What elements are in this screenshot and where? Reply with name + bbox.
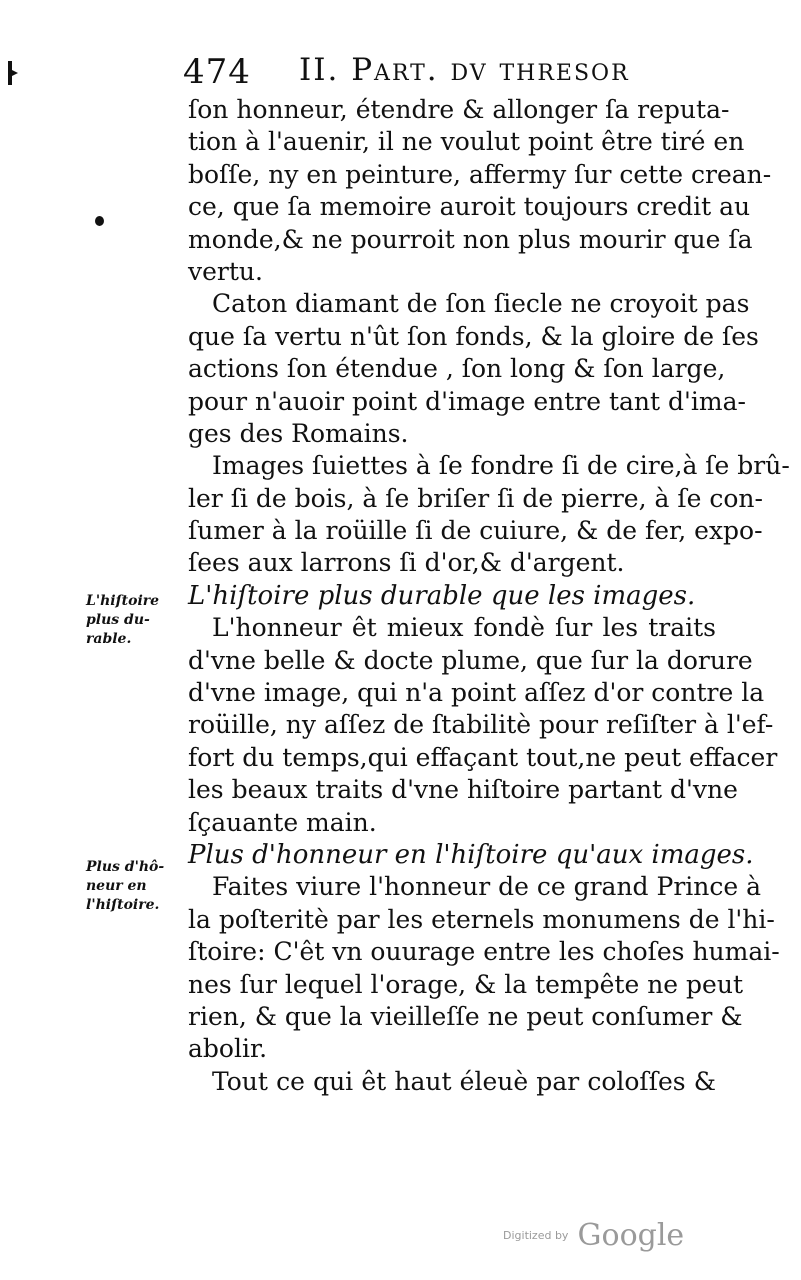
text-line: les beaux traits d'vne hiſtoire partant d'vne bbox=[188, 775, 738, 805]
text-line: la poſteritè par les eternels monumens de l'hi- bbox=[188, 904, 775, 934]
margin-note-line: rable. bbox=[86, 631, 132, 647]
text-line: boſſe, ny en peinture, affermy ſur cette crean- bbox=[188, 159, 772, 189]
text-line: fort du temps,qui effaçant tout,ne peut effacer bbox=[188, 742, 778, 772]
margin-note bbox=[86, 592, 182, 649]
text-line: Faites viure l'honneur de ce grand Prince à bbox=[212, 872, 762, 902]
text-line: ges des Romains. bbox=[188, 418, 409, 448]
text-line: ſon honneur, étendre & allonger ſa reputa- bbox=[188, 95, 730, 124]
text-line: pour n'auoir point d'image entre tant d'ima- bbox=[188, 386, 746, 416]
margin-note-line: L'hiſtoire bbox=[86, 593, 160, 609]
text-line: ſtoire: C'êt vn ouurage entre les choſes humai- bbox=[188, 937, 780, 967]
ink-dot bbox=[95, 216, 104, 226]
text-line: actions ſon étendue , ſon long & ſon large, bbox=[188, 354, 726, 384]
text-line: que ſa vertu n'ût ſon fonds, & la gloire de ſes bbox=[188, 321, 759, 351]
text-line: Caton diamant de ſon ſiecle ne croyoit pas bbox=[212, 289, 750, 319]
text-line: monde,& ne pourroit non plus mourir que ſa bbox=[188, 224, 753, 254]
text-line: Images ſuiettes à ſe fondre ſi de cire,à ſe brû- bbox=[212, 451, 790, 481]
text-line: ſumer à la roüille ſi de cuiure, & de fer, expo- bbox=[188, 516, 763, 546]
text-line: abolir. bbox=[188, 1034, 268, 1064]
page-number: 474 bbox=[183, 52, 251, 92]
text-line: ler ſi de bois, à ſe briſer ſi de pierre, à ſe con- bbox=[188, 483, 763, 513]
page-edge-mark bbox=[6, 60, 20, 86]
margin-note-line: l'hiſtoire. bbox=[86, 897, 160, 913]
text-line: Tout ce qui êt haut éleuè par coloſſes & bbox=[212, 1066, 716, 1096]
text-line: rien, & que la vieilleſſe ne peut conſumer & bbox=[188, 1001, 743, 1031]
section-heading: L'hiſtoire plus durable que les images. bbox=[188, 580, 696, 611]
digitization-watermark bbox=[503, 1218, 684, 1253]
google-logo: Google bbox=[577, 1218, 685, 1253]
main-text bbox=[188, 94, 790, 1098]
margin-note bbox=[86, 858, 182, 915]
text-line: nes ſur lequel l'orage, & la tempête ne peut bbox=[188, 969, 743, 999]
text-line: d'vne image, qui n'a point aſſez d'or contre la bbox=[188, 678, 765, 708]
text-line: d'vne belle & docte plume, que ſur la dorure bbox=[188, 645, 753, 675]
text-line: ſees aux larrons ſi d'or,& d'argent. bbox=[188, 548, 625, 578]
margin-note-line: Plus d'hô- bbox=[86, 859, 165, 875]
text-line: L'honneur êt mieux fondè ſur les traits bbox=[212, 613, 716, 643]
text-line: roüille, ny aſſez de ſtabilitè pour reſiſter à l'ef- bbox=[188, 710, 774, 740]
margin-note-line: plus du- bbox=[86, 612, 150, 628]
text-line: vertu. bbox=[188, 256, 263, 286]
running-title: II. Part. dv thresor bbox=[299, 52, 630, 88]
text-line: tion à l'auenir, il ne voulut point être tiré en bbox=[188, 127, 745, 157]
margin-note-line: neur en bbox=[86, 878, 147, 894]
section-heading: Plus d'honneur en l'hiſtoire qu'aux images. bbox=[188, 839, 754, 870]
text-line: ſçauante main. bbox=[188, 807, 377, 837]
text-line: ce, que ſa memoire auroit toujours credit au bbox=[188, 192, 751, 222]
running-head bbox=[183, 52, 713, 96]
watermark-prefix: Digitized by bbox=[503, 1229, 569, 1242]
